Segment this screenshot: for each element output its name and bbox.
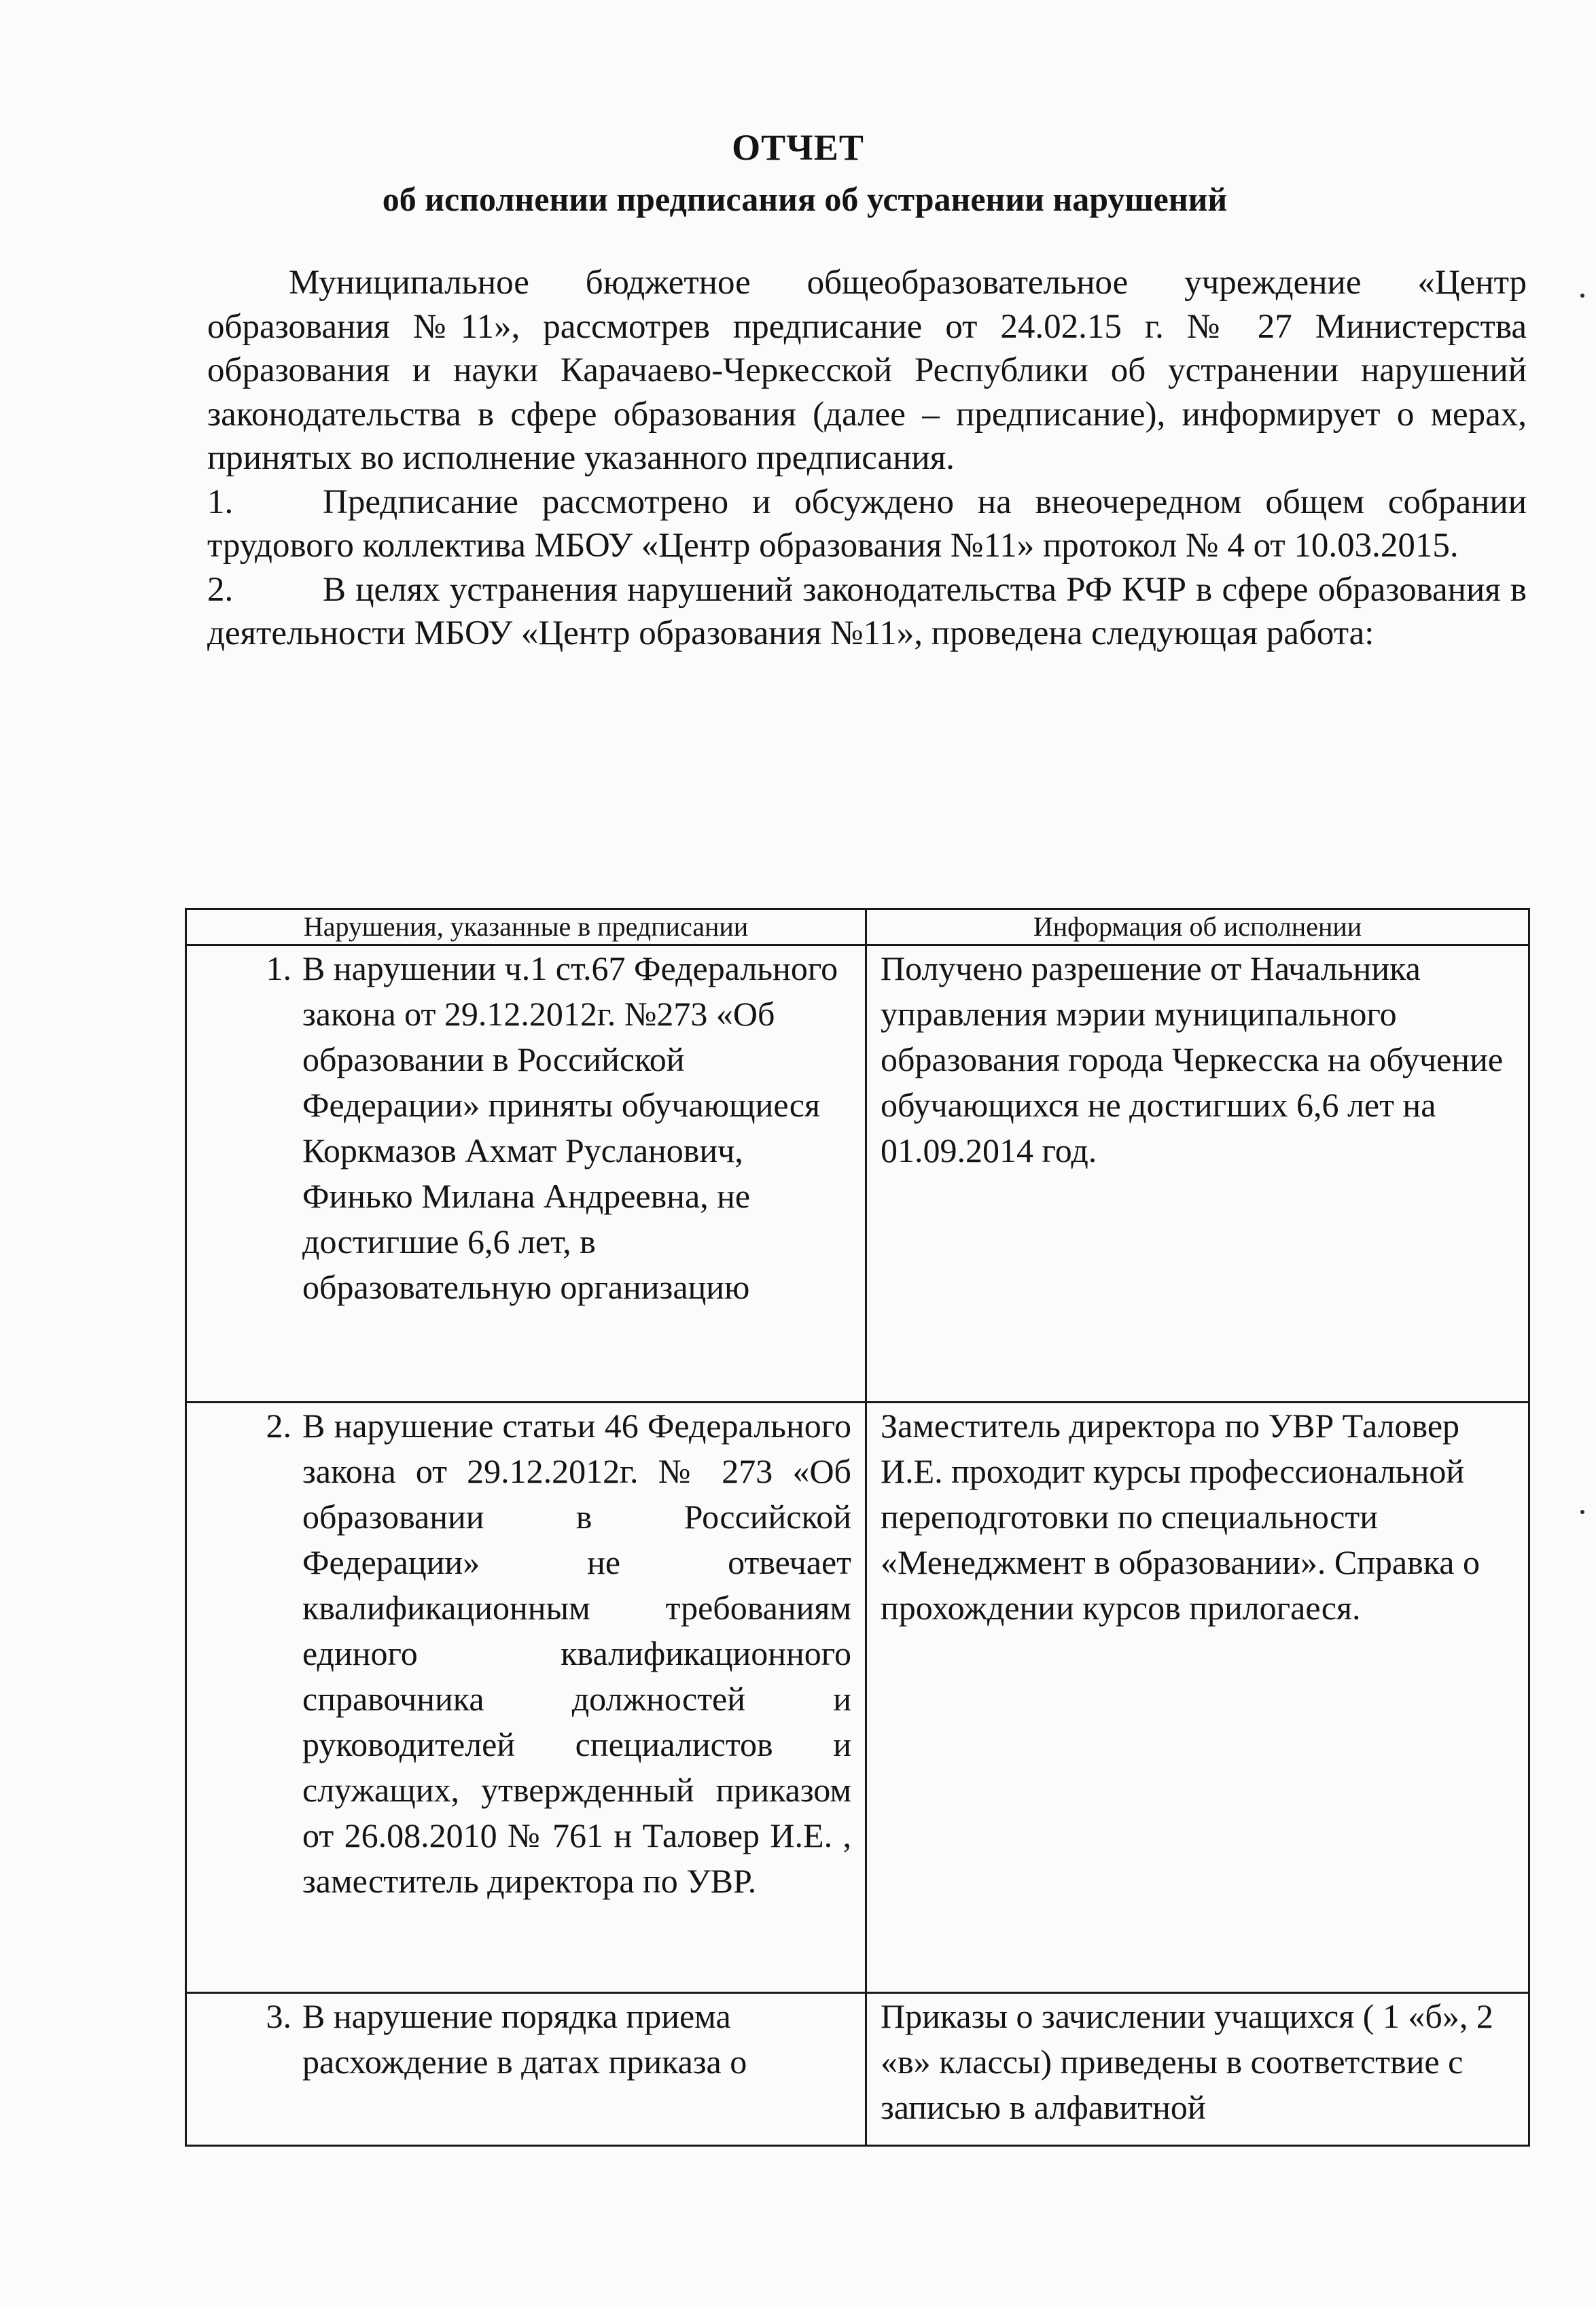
document-title: ОТЧЕТ	[732, 127, 864, 168]
violation-text: В нарушение статьи 46 Федерального закона от 29.12.2012г. № 273 «Об образовании в Российской Федерации» не отвечает квалификационным требованиям единого квалификационного справочника должностей и руководителей специалистов и служащих, утвержденный приказом от 26.08.2010 № 761 н Таловер И.Е. , заместитель директора по УВР.	[302, 1407, 851, 1900]
violation-cell	[186, 945, 866, 1403]
list-item-number: 1.	[207, 482, 234, 521]
table-header-row	[186, 909, 1529, 945]
violation-text: В нарушении ч.1 ст.67 Федерального закона от 29.12.2012г. №273 «Об образовании в Российской Федерации» приняты обучающиеся Коркмазов Ахмат Русланович, Финько Милана Андреевна, не достигшие 6,6 лет, в образовательную организацию	[302, 949, 838, 1306]
row-number: 2.	[266, 1407, 291, 1445]
scan-speck	[1580, 294, 1584, 298]
intro-paragraph: Муниципальное бюджетное общеобразовательное учреждение «Центр образования №11», рассмотрев предписание от 24.02.15 г. № 27 Министерства образования и науки Карачаево-Черкесской Республики об устранении нарушений законодательства в сфере образования (далее – предписание), информирует о мерах, принятых во исполнение указанного предписания.	[207, 264, 1527, 477]
document-subtitle: об исполнении предписания об устранении нарушений	[382, 180, 1228, 218]
table-row	[186, 945, 1529, 1403]
list-item-text: В целях устранения нарушений законодательства РФ КЧР в сфере образования в деятельности МБОУ «Центр образования №11», проведена следующая работа:	[207, 570, 1527, 652]
violations-table	[185, 908, 1530, 2147]
list-item-text: Предписание рассмотрено и обсуждено на внеочередном общем собрании трудового коллектива МБОУ «Центр образования №11» протокол № 4 от 10.03.2015.	[207, 482, 1527, 565]
header-violations: Нарушения, указанные в предписании	[186, 909, 866, 945]
list-item-number: 2.	[207, 570, 234, 609]
violation-cell	[186, 1993, 866, 2146]
table-row	[186, 1993, 1529, 2146]
execution-info-cell: Приказы о зачислении учащихся ( 1 «б», 2 «в» классы) приведены в соответствие с записью в алфавитной	[866, 1993, 1529, 2146]
violation-text: В нарушение порядка приема расхождение в датах приказа о	[302, 1997, 747, 2081]
document-body	[207, 261, 1527, 656]
row-number: 3.	[266, 1997, 291, 2035]
row-number: 1.	[266, 949, 291, 987]
violation-cell	[186, 1403, 866, 1993]
scan-speck	[1580, 1510, 1584, 1514]
list-item	[207, 480, 1527, 568]
execution-info-cell: Получено разрешение от Начальника управления мэрии муниципального образования города Черкесска на обучение обучающихся не достигших 6,6 лет на 01.09.2014 год.	[866, 945, 1529, 1403]
list-item	[207, 568, 1527, 656]
execution-info-cell: Заместитель директора по УВР Таловер И.Е. проходит курсы профессиональной переподготовки по специальности «Менеджмент в образовании». Справка о прохождении курсов прилогаеся.	[866, 1403, 1529, 1993]
header-execution-info: Информация об исполнении	[866, 909, 1529, 945]
table-row	[186, 1403, 1529, 1993]
